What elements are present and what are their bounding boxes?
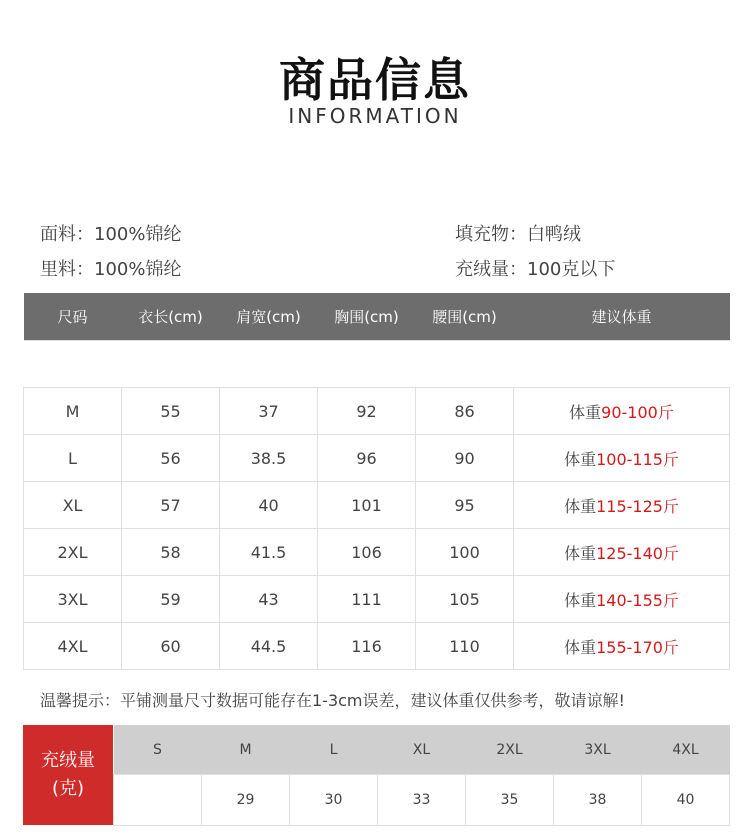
cell-length: 59 <box>122 576 220 623</box>
weight-prefix: 体重 <box>564 449 597 469</box>
fill-size: S <box>114 725 202 775</box>
weight-prefix: 体重 <box>564 496 597 516</box>
fill-value: 29 <box>202 775 290 826</box>
cell-shoulder: 38.5 <box>220 435 318 482</box>
table-row <box>24 388 730 435</box>
page-title: 商品信息 <box>279 53 471 107</box>
fill-value: 40 <box>642 775 730 826</box>
cell-weight <box>514 529 730 576</box>
weight-range: 155-170斤 <box>596 637 679 657</box>
fill-size: 2XL <box>466 725 554 775</box>
fill-label-line1: 充绒量 <box>41 750 95 771</box>
cell-length: 60 <box>122 623 220 670</box>
fill-size: XL <box>378 725 466 775</box>
fill-table <box>113 725 730 826</box>
cell-size: 4XL <box>24 623 122 670</box>
cell-weight <box>514 576 730 623</box>
cell-waist: 105 <box>416 576 514 623</box>
cell-waist: 110 <box>416 623 514 670</box>
cell-size: L <box>24 435 122 482</box>
fill-value: 38 <box>554 775 642 826</box>
weight-prefix: 体重 <box>569 402 602 422</box>
cell-length: 55 <box>122 388 220 435</box>
cell-length: 57 <box>122 482 220 529</box>
weight-prefix: 体重 <box>564 590 597 610</box>
header-waist: 腰围(cm) <box>416 293 514 341</box>
header-size: 尺码 <box>24 293 122 341</box>
cell-chest: 116 <box>318 623 416 670</box>
info-filling: 填充物：白鸭绒 <box>455 224 581 245</box>
info-fabric: 面料：100%锦纶 <box>40 224 182 245</box>
cell-shoulder: 40 <box>220 482 318 529</box>
fill-values-row <box>114 775 730 826</box>
measurement-note: 温馨提示：平铺测量尺寸数据可能存在1-3cm误差，建议体重仅供参考，敬请谅解! <box>40 691 625 710</box>
cell-size: M <box>24 388 122 435</box>
fill-table-header <box>114 725 730 775</box>
cell-size: 2XL <box>24 529 122 576</box>
fill-size: 4XL <box>642 725 730 775</box>
fill-size: L <box>290 725 378 775</box>
cell-weight <box>514 435 730 482</box>
weight-prefix: 体重 <box>564 543 597 563</box>
cell-length: 56 <box>122 435 220 482</box>
table-row <box>24 576 730 623</box>
header-shoulder: 肩宽(cm) <box>220 293 318 341</box>
size-table-header <box>24 293 730 341</box>
weight-prefix: 体重 <box>564 637 597 657</box>
weight-range: 90-100斤 <box>601 402 674 422</box>
cell-shoulder: 43 <box>220 576 318 623</box>
table-row <box>24 435 730 482</box>
size-table <box>23 293 730 670</box>
cell-length: 58 <box>122 529 220 576</box>
cell-waist: 100 <box>416 529 514 576</box>
page-subtitle: INFORMATION <box>288 104 462 128</box>
weight-range: 115-125斤 <box>596 496 679 516</box>
cell-weight <box>514 388 730 435</box>
cell-chest: 96 <box>318 435 416 482</box>
fill-size: 3XL <box>554 725 642 775</box>
cell-waist: 86 <box>416 388 514 435</box>
table-row <box>24 623 730 670</box>
cell-chest: 106 <box>318 529 416 576</box>
fill-amount-label <box>23 725 113 825</box>
info-lining: 里料：100%锦纶 <box>40 259 182 280</box>
cell-waist: 90 <box>416 435 514 482</box>
cell-weight <box>514 482 730 529</box>
cell-waist: 95 <box>416 482 514 529</box>
header-weight: 建议体重 <box>514 293 730 341</box>
table-row <box>24 482 730 529</box>
cell-weight <box>514 623 730 670</box>
weight-range: 125-140斤 <box>596 543 679 563</box>
table-row <box>24 529 730 576</box>
cell-chest: 101 <box>318 482 416 529</box>
header-length: 衣长(cm) <box>122 293 220 341</box>
cell-shoulder: 41.5 <box>220 529 318 576</box>
spacer-row <box>24 341 730 388</box>
cell-chest: 111 <box>318 576 416 623</box>
weight-range: 140-155斤 <box>596 590 679 610</box>
fill-size: M <box>202 725 290 775</box>
header-chest: 胸围(cm) <box>318 293 416 341</box>
cell-shoulder: 37 <box>220 388 318 435</box>
weight-range: 100-115斤 <box>596 449 679 469</box>
fill-value: 30 <box>290 775 378 826</box>
fill-value: 35 <box>466 775 554 826</box>
cell-size: 3XL <box>24 576 122 623</box>
cell-shoulder: 44.5 <box>220 623 318 670</box>
fill-label-line2: (克) <box>51 778 85 799</box>
cell-chest: 92 <box>318 388 416 435</box>
cell-size: XL <box>24 482 122 529</box>
fill-value <box>114 775 202 826</box>
info-fill-amount: 充绒量：100克以下 <box>455 259 616 280</box>
fill-value: 33 <box>378 775 466 826</box>
